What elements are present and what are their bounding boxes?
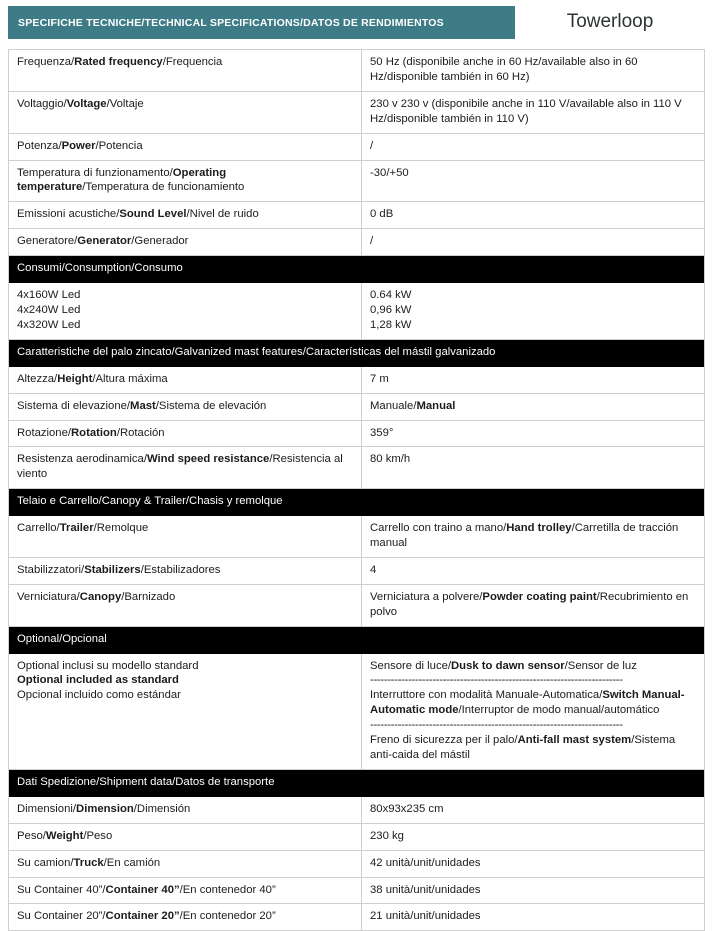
text-run: 38 unità/unit/unidades — [370, 883, 481, 896]
text-emphasis: Sound Level — [119, 208, 187, 221]
text-run: /Voltaje — [106, 97, 144, 110]
text-run: Sistema di elevazione/ — [17, 399, 131, 412]
specifications-table — [8, 49, 705, 931]
text-run: 230 kg — [370, 829, 404, 842]
text-emphasis: Rotation — [71, 426, 117, 439]
spec-value-cell — [362, 367, 704, 393]
table-row — [9, 421, 704, 448]
text-run: /Generador — [131, 235, 189, 248]
text-run: Stabilizzatori/ — [17, 563, 85, 576]
text-emphasis: Optional included as standard — [17, 674, 179, 687]
text-run: Manuale/ — [370, 399, 417, 412]
text-run: Freno di sicurezza per il palo/ — [370, 734, 518, 747]
spec-label-cell — [9, 394, 362, 420]
text-run: /Sistema anti-caida del mástil — [370, 734, 676, 761]
text-run: 7 m — [370, 372, 389, 385]
spec-value-cell — [362, 878, 704, 904]
text-run: /En camión — [103, 856, 161, 869]
spec-value-cell — [362, 202, 704, 228]
spec-label-cell — [9, 367, 362, 393]
text-run: 80x93x235 cm — [370, 802, 444, 815]
spec-value-cell — [362, 797, 704, 823]
text-emphasis: Dusk to dawn sensor — [451, 659, 565, 672]
value-divider: ------------------------------------------------------------------------- — [370, 674, 623, 687]
text-run: /Sistema de elevación — [155, 399, 267, 412]
text-run: /Barnizado — [121, 590, 176, 603]
text-run: /En contenedor 40” — [179, 883, 276, 896]
spec-label-cell — [9, 202, 362, 228]
spec-label-cell — [9, 134, 362, 160]
spec-label-cell — [9, 447, 362, 488]
text-run: /Rotación — [116, 426, 165, 439]
spec-value-cell — [362, 92, 704, 133]
table-row — [9, 516, 704, 558]
spec-label-cell — [9, 516, 362, 557]
spec-value-cell — [362, 654, 704, 769]
text-run: /Nivel de ruido — [186, 208, 259, 221]
text-emphasis: Operating temperature — [17, 166, 227, 194]
table-row — [9, 202, 704, 229]
section-label: Optional/Opcional — [17, 632, 107, 645]
spec-label-cell — [9, 558, 362, 584]
text-emphasis: Wind speed resistance — [146, 453, 270, 466]
text-run: Frequenza/ — [17, 56, 75, 68]
page-title: SPECIFICHE TECNICHE/TECHNICAL SPECIFICATIONS/DATOS DE RENDIMIENTOS — [8, 6, 515, 39]
spec-label-cell — [9, 421, 362, 447]
spec-value-cell — [362, 904, 704, 930]
spec-value-cell — [362, 447, 704, 488]
text-emphasis: Anti-fall mast system — [517, 734, 632, 747]
text-run: -30/+50 — [370, 166, 409, 179]
table-row — [9, 654, 704, 770]
spec-value-cell — [362, 134, 704, 160]
spec-value-cell — [362, 50, 704, 91]
text-run: /Temperatura de funcionamiento — [82, 181, 245, 194]
text-run: Temperatura di funzionamento/ — [17, 166, 173, 179]
text-emphasis: Truck — [73, 856, 104, 869]
text-run: /En contenedor 20” — [179, 910, 276, 923]
spec-label-cell — [9, 904, 362, 930]
text-run: /Altura máxima — [92, 372, 168, 385]
text-run: Potenza/ — [17, 139, 62, 152]
spec-value-cell — [362, 585, 704, 626]
spec-label-cell — [9, 654, 362, 769]
table-row — [9, 585, 704, 627]
text-run: 80 km/h — [370, 453, 411, 466]
text-run: /Sensor de luz — [564, 659, 637, 672]
text-run: /Carretilla de tracción manual — [370, 522, 679, 550]
text-emphasis: Container 20” — [105, 910, 180, 923]
text-run: /Potencia — [95, 139, 143, 152]
table-row — [9, 283, 704, 340]
text-run: Altezza/ — [17, 372, 58, 385]
text-run: Resistenza aerodinamica/ — [17, 453, 147, 466]
table-row — [9, 558, 704, 585]
spec-label-cell — [9, 824, 362, 850]
table-row — [9, 367, 704, 394]
table-row — [9, 851, 704, 878]
text-run: Carrello/ — [17, 522, 60, 535]
spec-label-cell — [9, 797, 362, 823]
text-run: 42 unità/unit/unidades — [370, 856, 481, 869]
text-emphasis: Stabilizers — [84, 563, 141, 576]
text-emphasis: Weight — [45, 829, 84, 842]
text-emphasis: Generator — [77, 235, 132, 248]
table-section-header — [9, 489, 704, 516]
text-emphasis: Height — [57, 372, 93, 385]
text-run: /Dimensión — [133, 802, 191, 815]
spec-sheet-page — [0, 6, 713, 923]
table-row — [9, 878, 704, 905]
text-emphasis: Rated frequency — [74, 56, 163, 68]
spec-value-line: 1,28 kW — [370, 318, 412, 331]
text-run: Interruttore con modalità Manuale-Automatica/ — [370, 689, 603, 702]
table-row — [9, 161, 704, 203]
table-section-header — [9, 340, 704, 367]
text-run: 359° — [370, 426, 394, 439]
text-run: /Recubrimiento en polvo — [370, 590, 689, 618]
text-emphasis: Voltage — [66, 97, 107, 110]
text-emphasis: Powder coating paint — [482, 590, 597, 603]
text-emphasis: Manual — [416, 399, 456, 412]
text-run: Generatore/ — [17, 235, 78, 248]
text-run: /Resistencia al viento — [17, 453, 343, 481]
table-row — [9, 134, 704, 161]
spec-label-cell — [9, 92, 362, 133]
text-run: /Peso — [83, 829, 113, 842]
text-run: Opcional incluido como estándar — [17, 689, 181, 702]
text-run: Su Container 20”/ — [17, 910, 106, 923]
text-run: Peso/ — [17, 829, 46, 842]
section-label: Dati Spedizione/Shipment data/Datos de transporte — [17, 775, 275, 788]
spec-label-cell — [9, 585, 362, 626]
table-section-header — [9, 256, 704, 283]
text-run: Verniciatura/ — [17, 590, 80, 603]
table-section-header — [9, 627, 704, 654]
spec-value-cell — [362, 824, 704, 850]
text-run: /Estabilizadores — [140, 563, 221, 576]
text-run: 4 — [370, 563, 377, 576]
spec-value-line: 0.64 kW — [370, 289, 412, 302]
spec-value-cell — [362, 421, 704, 447]
spec-value-cell — [362, 283, 704, 339]
text-run: /Interruptor de modo manual/automático — [458, 704, 660, 717]
text-run: Dimensioni/ — [17, 802, 77, 815]
spec-label-line: 4x240W Led — [17, 303, 81, 316]
spec-label-cell — [9, 878, 362, 904]
text-emphasis: Canopy — [79, 590, 122, 603]
text-emphasis: Container 40” — [105, 883, 180, 896]
text-run: Emissioni acustiche/ — [17, 208, 120, 221]
text-emphasis: Hand trolley — [506, 522, 572, 535]
page-header — [8, 6, 705, 39]
section-label: Caratteristiche del palo zincato/Galvanized mast features/Características del mástil galvanizado — [17, 345, 496, 358]
value-divider: ------------------------------------------------------------------------- — [370, 719, 623, 732]
text-run: 21 unità/unit/unidades — [370, 910, 481, 923]
text-run: Su camion/ — [17, 856, 74, 869]
spec-value-cell — [362, 851, 704, 877]
spec-value-line — [370, 733, 696, 763]
text-emphasis: Mast — [130, 399, 156, 412]
spec-label-cell — [9, 283, 362, 339]
spec-value-line: 0,96 kW — [370, 303, 412, 316]
text-emphasis: Dimension — [76, 802, 134, 815]
spec-label-cell — [9, 161, 362, 202]
text-run: /Remolque — [93, 522, 149, 535]
spec-value-line — [370, 688, 696, 718]
text-emphasis: Trailer — [59, 522, 94, 535]
spec-value-cell — [362, 516, 704, 557]
text-run: Verniciatura a polvere/ — [370, 590, 483, 603]
spec-label-cell — [9, 851, 362, 877]
spec-label-cell — [9, 229, 362, 255]
text-run: / — [370, 139, 374, 152]
spec-label-line: 4x160W Led — [17, 289, 81, 302]
text-run: Rotazione/ — [17, 426, 72, 439]
table-row — [9, 229, 704, 256]
text-run: Optional inclusi su modello standard — [17, 659, 199, 672]
table-row — [9, 797, 704, 824]
text-emphasis: Switch Manual-Automatic mode — [370, 689, 685, 717]
table-section-header — [9, 770, 704, 797]
spec-value-cell — [362, 229, 704, 255]
text-run: Voltaggio/ — [17, 97, 67, 110]
text-run: 0 dB — [370, 208, 394, 221]
text-run: Su Container 40”/ — [17, 883, 106, 896]
section-label: Telaio e Carrello/Canopy & Trailer/Chasis y remolque — [17, 495, 283, 508]
brand-logo: Towerloop — [515, 6, 705, 39]
text-run: Sensore di luce/ — [370, 659, 452, 672]
table-row — [9, 824, 704, 851]
spec-value-line — [370, 659, 696, 674]
text-run: 50 Hz (disponibile anche in 60 Hz/available also in 60 Hz/disponible también in 60 Hz) — [370, 56, 638, 83]
table-row — [9, 904, 704, 931]
table-row — [9, 92, 704, 134]
text-run: /Frequencia — [162, 56, 223, 68]
spec-value-cell — [362, 161, 704, 202]
text-run: Carrello con traino a mano/ — [370, 522, 507, 535]
table-row — [9, 447, 704, 489]
spec-value-cell — [362, 394, 704, 420]
text-run: 230 v 230 v (disponibile anche in 110 V/available also in 110 V Hz/disponible también in 110 V) — [370, 97, 682, 125]
text-run: / — [370, 235, 374, 248]
spec-label-cell — [9, 50, 362, 91]
section-label: Consumi/Consumption/Consumo — [17, 262, 183, 275]
spec-value-cell — [362, 558, 704, 584]
table-row — [9, 50, 704, 92]
spec-label-line: 4x320W Led — [17, 318, 81, 331]
table-row — [9, 394, 704, 421]
text-emphasis: Power — [61, 139, 96, 152]
